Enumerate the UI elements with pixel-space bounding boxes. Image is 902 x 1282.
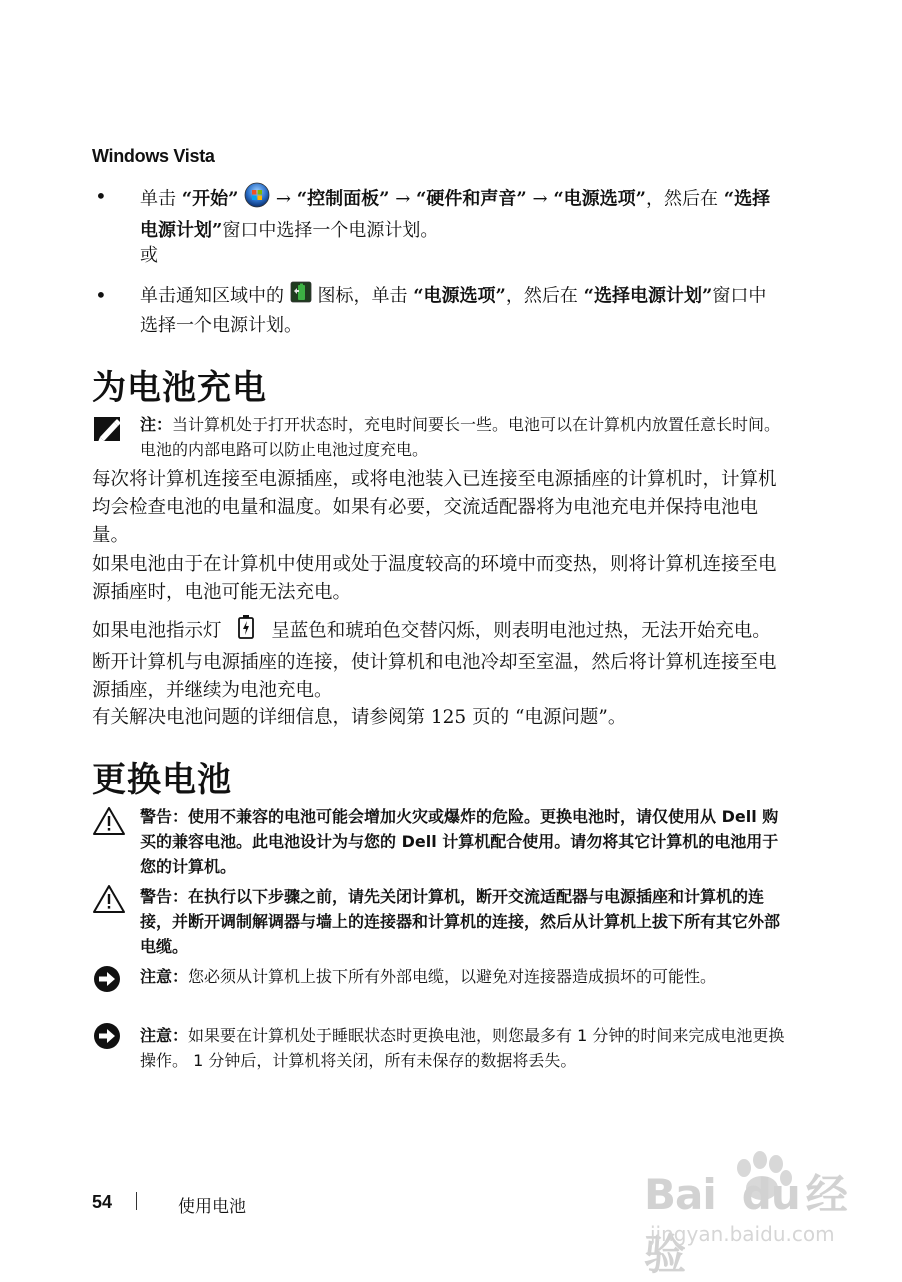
- footer-separator: [136, 1192, 137, 1210]
- page-number: 54: [92, 1192, 113, 1212]
- bullet-item-start-menu: 单击 “开始” → “控制面板” → “硬件和声音” → “电源选项”，然后在 “选择电源计划”窗口中选择一个电源计划。: [140, 182, 780, 245]
- notice-arrow-icon: [92, 964, 126, 994]
- battery-indicator-light-icon: [237, 614, 255, 649]
- paragraph-reference-power-problems: 有关解决电池问题的详细信息，请参阅第 125 页的 “电源问题”。: [92, 707, 627, 728]
- warning-triangle-icon: [92, 884, 126, 914]
- select-power-plan-label: “选择电源计划”: [583, 285, 713, 307]
- select-power-plan-label: “选择电源计划”: [140, 188, 771, 241]
- note-text: 注：当计算机处于打开状态时，充电时间要长一些。电池可以在计算机内放置任意长时间。电池的内部电路可以防止电池过度充电。: [140, 415, 781, 459]
- heading-charge-battery: 为电池充电: [92, 368, 267, 408]
- watermark-url: jingyan.baidu.com: [650, 1222, 835, 1246]
- footer-chapter-title: 使用电池: [178, 1197, 246, 1217]
- note-pencil-icon: [92, 414, 126, 444]
- bullet-marker: •: [95, 283, 107, 307]
- bullet-item-notification-area: 单击通知区域中的 图标，单击 “电源选项”，然后在 “选择电源计划”窗口中选择一个电源计划。: [140, 281, 780, 340]
- os-heading: Windows Vista: [92, 146, 215, 166]
- vista-start-orb-icon: [244, 182, 270, 217]
- notice-text: 注意：您必须从计算机上拔下所有外部电缆，以避免对连接器造成损坏的可能性。: [140, 967, 717, 986]
- notice-label: 注意：: [140, 1026, 189, 1045]
- bullet-text: 单击: [140, 188, 176, 210]
- control-panel-label: “控制面板”: [296, 188, 390, 210]
- warning-label: 警告：: [140, 807, 189, 826]
- power-options-label: “电源选项”: [413, 285, 506, 307]
- baidu-jingyan-watermark: [636, 1140, 866, 1279]
- notice-label: 注意：: [140, 967, 189, 986]
- power-options-label: “电源选项”: [553, 188, 647, 210]
- watermark-brand: Bai du 经验: [644, 1170, 847, 1279]
- or-text: 或: [140, 245, 158, 266]
- warning-triangle-icon: [92, 806, 126, 836]
- paragraph-indicator-light: 如果电池指示灯 呈蓝色和琥珀色交替闪烁，则表明电池过热，无法开始充电。断开计算机与电源插座的连接，使计算机和电池冷却至室温，然后将计算机连接至电源插座，并继续为电池充电。: [92, 614, 782, 705]
- start-label: “开始”: [181, 188, 239, 210]
- paragraph-battery-hot: 如果电池由于在计算机中使用或处于温度较高的环境中而变热，则将计算机连接至电源插座时，电池可能无法充电。: [92, 554, 777, 603]
- notice-text: 注意：如果要在计算机处于睡眠状态时更换电池，则您最多有 1 分钟的时间来完成电池更换操作。 1 分钟后，计算机将关闭，所有未保存的数据将丢失。: [140, 1026, 785, 1070]
- hardware-sound-label: “硬件和声音”: [416, 188, 527, 210]
- paragraph-charge-check: 每次将计算机连接至电源插座，或将电池装入已连接至电源插座的计算机时，计算机均会检查电池的电量和温度。如果有必要，交流适配器将为电池充电并保持电池电量。: [92, 469, 777, 546]
- warning-text: 警告：在执行以下步骤之前，请先关闭计算机，断开交流适配器与电源插座和计算机的连接，并断开调制解调器与墙上的连接器和计算机的连接，然后从计算机上拔下所有其它外部电缆。: [140, 887, 781, 956]
- note-label: 注：: [140, 415, 173, 434]
- warning-text: 警告：使用不兼容的电池可能会增加火灾或爆炸的危险。更换电池时，请仅使用从 Dell 购买的兼容电池。此电池设计为与您的 Dell 计算机配合使用。请勿将其它计算机的电池用于您的计算机。: [140, 807, 779, 876]
- bullet-marker: •: [95, 184, 107, 208]
- warning-label: 警告：: [140, 887, 189, 906]
- notice-arrow-icon: [92, 1021, 126, 1051]
- heading-replace-battery: 更换电池: [92, 760, 232, 800]
- battery-power-icon: [290, 281, 312, 312]
